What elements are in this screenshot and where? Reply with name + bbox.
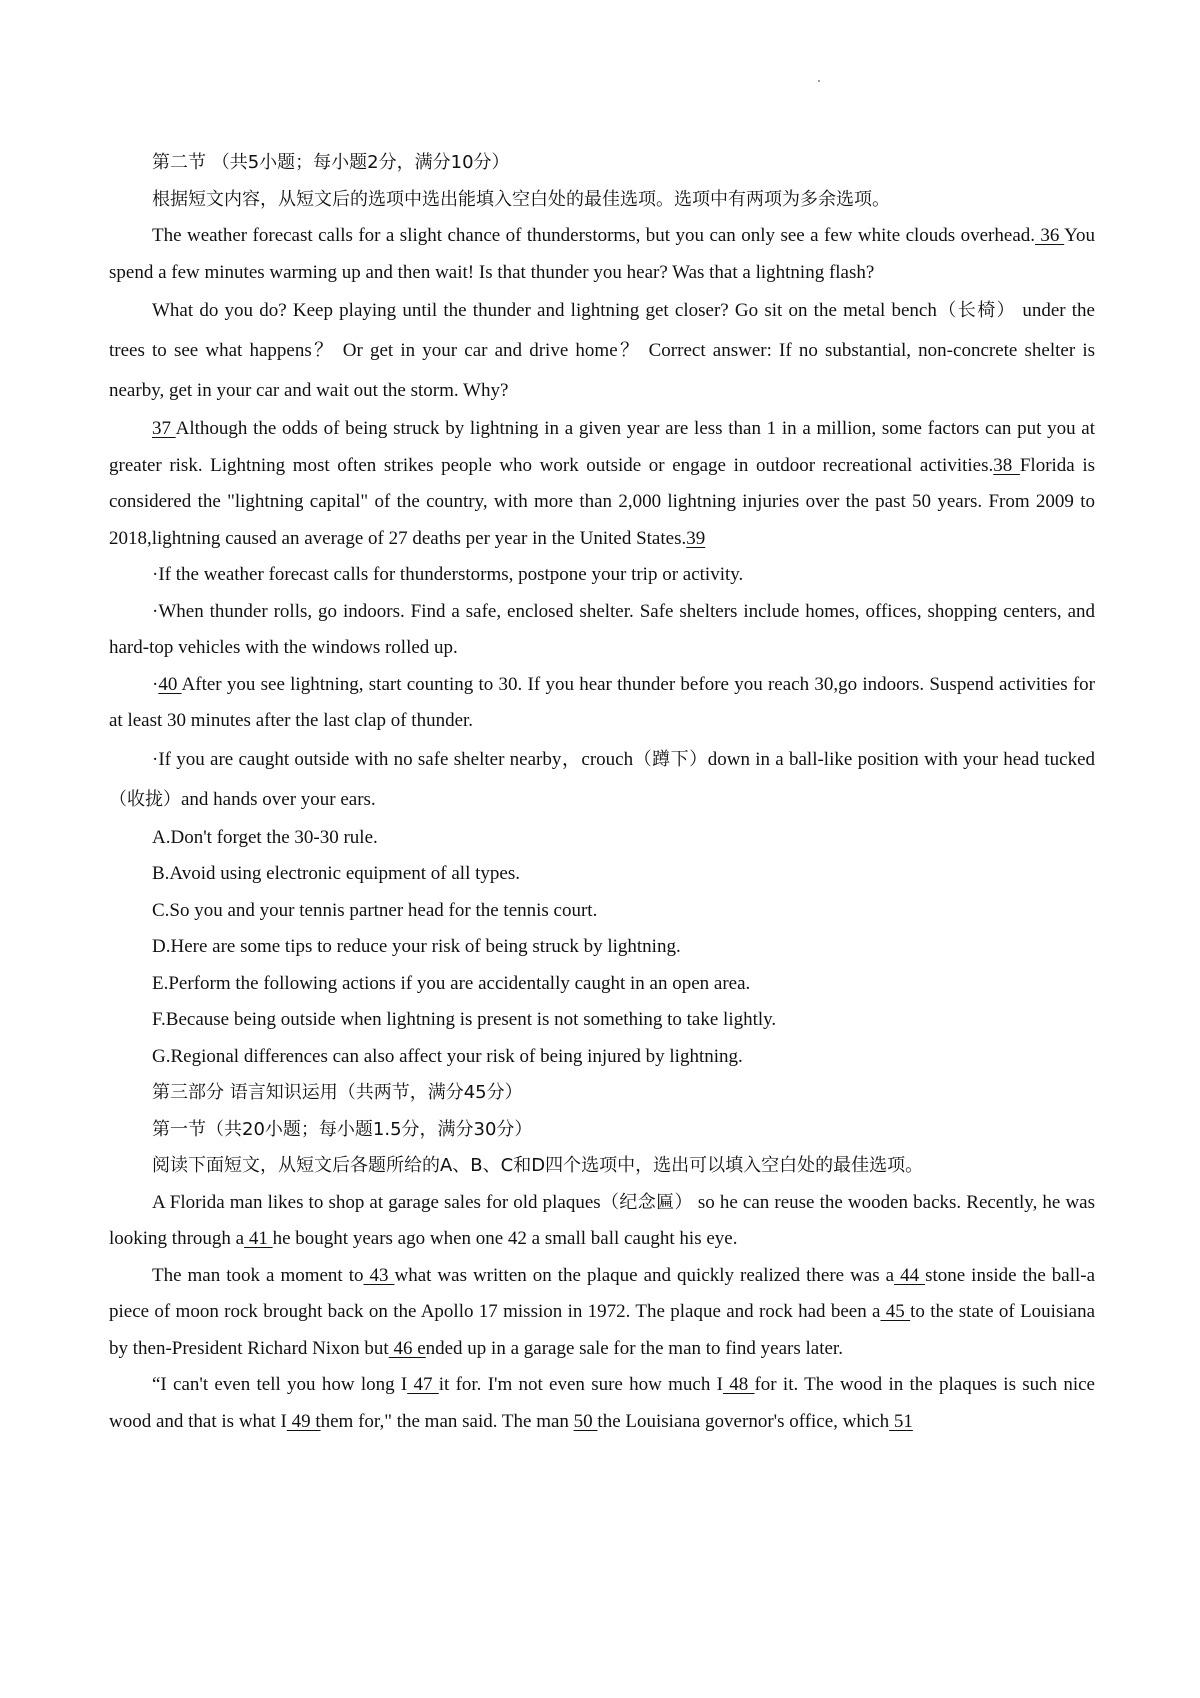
option-e: E.Perform the following actions if you are accidentally caught in an open area. <box>152 972 751 994</box>
passage2-paragraph-2 <box>109 1258 1095 1368</box>
part3-heading: 第三部分 语言知识运用（共两节，满分45分） <box>152 1082 523 1103</box>
blank-44: 44 <box>894 1264 926 1286</box>
blank-39: 39 <box>686 527 706 549</box>
text: You spend a few minutes warming up and then wait! Is that thunder you hear? Was that a lightning flash? <box>109 225 1095 283</box>
tip-1: ·If the weather forecast calls for thunderstorms, postpone your trip or activity. <box>152 564 744 585</box>
scan-dot <box>818 80 820 82</box>
option-b: B.Avoid using electronic equipment of all types. <box>152 863 520 884</box>
text: down in a ball-like position with your head tucked <box>707 748 1096 770</box>
blank-50: 50 <box>573 1410 598 1432</box>
text: The weather forecast calls for a slight chance of thunderstorms, but you can only see a few white clouds overhead. <box>152 225 1035 246</box>
text: the Louisiana governor's office, which <box>597 1410 890 1432</box>
text: so he can reuse the wooden backs. Recently, he was looking through a <box>109 1191 1096 1249</box>
option-d: D.Here are some tips to reduce your risk of being struck by lightning. <box>152 936 681 957</box>
page-content <box>109 145 1095 1440</box>
section2-heading: 第二节 （共5小题；每小题2分，满分10分） <box>152 152 510 173</box>
gloss-crouch: （蹲下） <box>633 748 708 770</box>
text: nded up in a garage sale for the man to find years later. <box>425 1337 843 1359</box>
option-c: C.So you and your tennis partner head for the tennis court. <box>152 899 598 921</box>
text: to the state of Louisiana by then-President Richard Nixon but <box>109 1301 1096 1359</box>
blank-41: 41 <box>244 1228 273 1249</box>
text: Although the odds of being struck by lightning in a given year are less than 1 in a million, some factors can put you at greater risk. Lightning most often strikes people who work outside or engage in outdoor recreational activities. <box>109 418 1095 476</box>
passage1-paragraph-3 <box>109 411 1095 557</box>
text: A Florida man likes to shop at garage sales for old plaques <box>152 1191 601 1213</box>
blank-37: 37 <box>152 418 176 439</box>
tip-2: ·When thunder rolls, go indoors. Find a safe, enclosed shelter. Safe shelters include homes, offices, shopping centers, and hard-top vehicles with the windows rolled up. <box>109 600 1095 658</box>
blank-43: 43 <box>363 1264 395 1286</box>
text: and hands over your ears. <box>181 788 376 810</box>
text: What do you do? Keep playing until the thunder and lightning get closer? Go sit on the metal bench <box>152 300 937 321</box>
bullet: · <box>152 673 159 695</box>
blank-46: 46 e <box>388 1337 426 1359</box>
text: for it. The wood in the plaques is such nice wood and that is what I <box>109 1374 1095 1432</box>
passage2-paragraph-3 <box>109 1367 1095 1440</box>
blank-36: 36 <box>1035 225 1065 246</box>
option-a: A.Don't forget the 30-30 rule. <box>152 826 378 848</box>
text: what was written on the plaque and quickly realized there was a <box>394 1264 895 1286</box>
text: stone inside the ball-a piece of moon rock brought back on the Apollo 17 mission in 1972. The plaque and rock had been a <box>109 1264 1096 1322</box>
text: he bought years ago when one 42 a small ball caught his eye. <box>272 1228 738 1249</box>
text: The man took a moment to <box>152 1264 364 1286</box>
tip-4 <box>109 740 1095 820</box>
passage1-paragraph-1 <box>109 218 1095 291</box>
part3-sub-heading: 第一节（共20小题；每小题1.5分，满分30分） <box>152 1118 533 1140</box>
blank-49: 49 t <box>286 1410 321 1432</box>
blank-51: 51 <box>889 1410 913 1432</box>
blank-40: 40 <box>158 673 182 695</box>
gloss-tucked: （收拢） <box>109 788 181 810</box>
gloss-plaques: （纪念匾） <box>600 1191 693 1213</box>
text: Florida is considered the "lightning capital" of the country, with more than 2,000 lightning injuries over the past 50 years. From 2009 to 2018,lightning caused an average of 27 deaths per year in the United States. <box>109 454 1096 549</box>
blank-47: 47 <box>407 1374 439 1395</box>
text: After you see lightning, start counting to 30. If you hear thunder before you reach 30,go indoors. Suspend activities for at least 30 minutes after the last clap of thunder. <box>109 673 1095 731</box>
passage2-paragraph-1 <box>109 1185 1095 1258</box>
blank-38: 38 <box>993 454 1020 476</box>
text: it for. I'm not even sure how much I <box>438 1374 723 1395</box>
text: under the trees to see what happens？ Or get in your car and drive home？ Correct answer: If no substantial, non-concrete shelter is nearby, get in your car and wait out the storm. Why? <box>109 300 1095 401</box>
option-g: G.Regional differences can also affect your risk of being injured by lightning. <box>152 1045 743 1067</box>
text: “I can't even tell you how long I <box>152 1374 408 1395</box>
tip-3 <box>109 667 1095 740</box>
part3-instruction: 阅读下面短文，从短文后各题所给的A、B、C和D四个选项中，选出可以填入空白处的最佳选项。 <box>152 1155 924 1176</box>
option-f: F.Because being outside when lightning is present is not something to take lightly. <box>152 1009 777 1030</box>
text: hem for," the man said. The man <box>320 1410 569 1432</box>
passage1-paragraph-2 <box>109 291 1095 411</box>
gloss-bench: （长椅） <box>936 300 1017 321</box>
blank-48: 48 <box>722 1374 755 1395</box>
blank-45: 45 <box>880 1301 911 1322</box>
text: ·If you are caught outside with no safe shelter nearby，crouch <box>152 748 634 770</box>
section2-instruction: 根据短文内容，从短文后的选项中选出能填入空白处的最佳选项。选项中有两项为多余选项。 <box>152 188 890 210</box>
